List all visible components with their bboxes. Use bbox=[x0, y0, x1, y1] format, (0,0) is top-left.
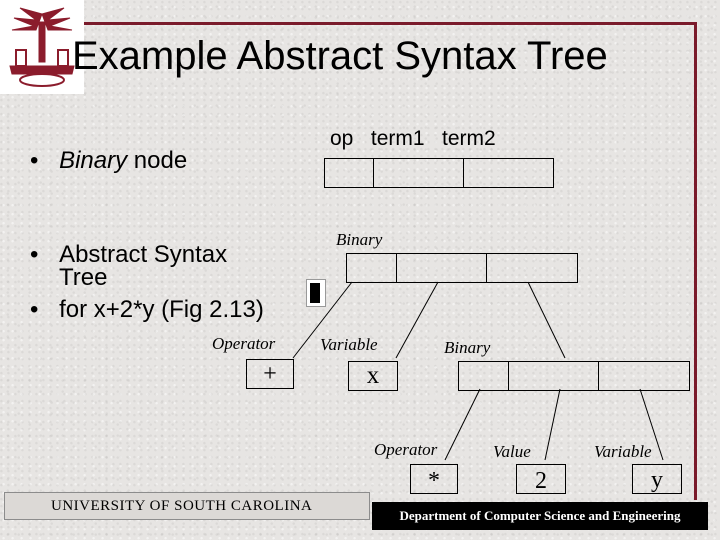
binary-op-cell bbox=[347, 254, 397, 282]
inner-binary-box bbox=[458, 361, 690, 391]
operator-label: Operator bbox=[212, 334, 276, 353]
variable-y-box: y bbox=[632, 464, 682, 494]
edge-inner-to-operator bbox=[445, 389, 480, 460]
variable2-label: Variable bbox=[594, 442, 652, 461]
operator2-label: Operator bbox=[374, 440, 438, 459]
bullet-ast-line1: Abstract Syntax bbox=[59, 241, 228, 268]
value-label: Value bbox=[493, 442, 531, 461]
bullet-node-text: node bbox=[127, 147, 188, 174]
text-cursor-marker bbox=[306, 279, 326, 307]
inner-term1-cell bbox=[509, 362, 599, 390]
slide-title: Example Abstract Syntax Tree bbox=[72, 34, 608, 78]
variable-label: Variable bbox=[320, 335, 378, 354]
inner-op-cell bbox=[459, 362, 509, 390]
edge-inner-to-value bbox=[545, 389, 560, 460]
bullet-marker: • bbox=[30, 296, 39, 323]
operator-plus-box: + bbox=[246, 359, 294, 389]
bullet-italic-binary: Binary bbox=[59, 147, 128, 174]
bullet-marker: • bbox=[30, 241, 39, 268]
record-field-labels: op term1 term2 bbox=[330, 127, 496, 150]
inner-binary-label: Binary bbox=[444, 338, 491, 357]
edge-binary-to-variable bbox=[396, 282, 438, 358]
bullet-ast-line2: Tree bbox=[59, 264, 108, 291]
edge-binary-to-binary bbox=[528, 282, 565, 358]
bullet-expression-text: for x+2*y (Fig 2.13) bbox=[59, 296, 264, 323]
operator-times-box: * bbox=[410, 464, 458, 494]
variable-x-box: x bbox=[348, 361, 398, 391]
binary-node-box bbox=[346, 253, 578, 283]
footer-university: UNIVERSITY OF SOUTH CAROLINA bbox=[4, 492, 370, 520]
binary-node-label: Binary bbox=[336, 230, 383, 249]
binary-term1-cell bbox=[397, 254, 487, 282]
value-two-box: 2 bbox=[516, 464, 566, 494]
footer-department: Department of Computer Science and Engineering bbox=[372, 502, 708, 530]
bullet-marker: • bbox=[30, 147, 39, 174]
